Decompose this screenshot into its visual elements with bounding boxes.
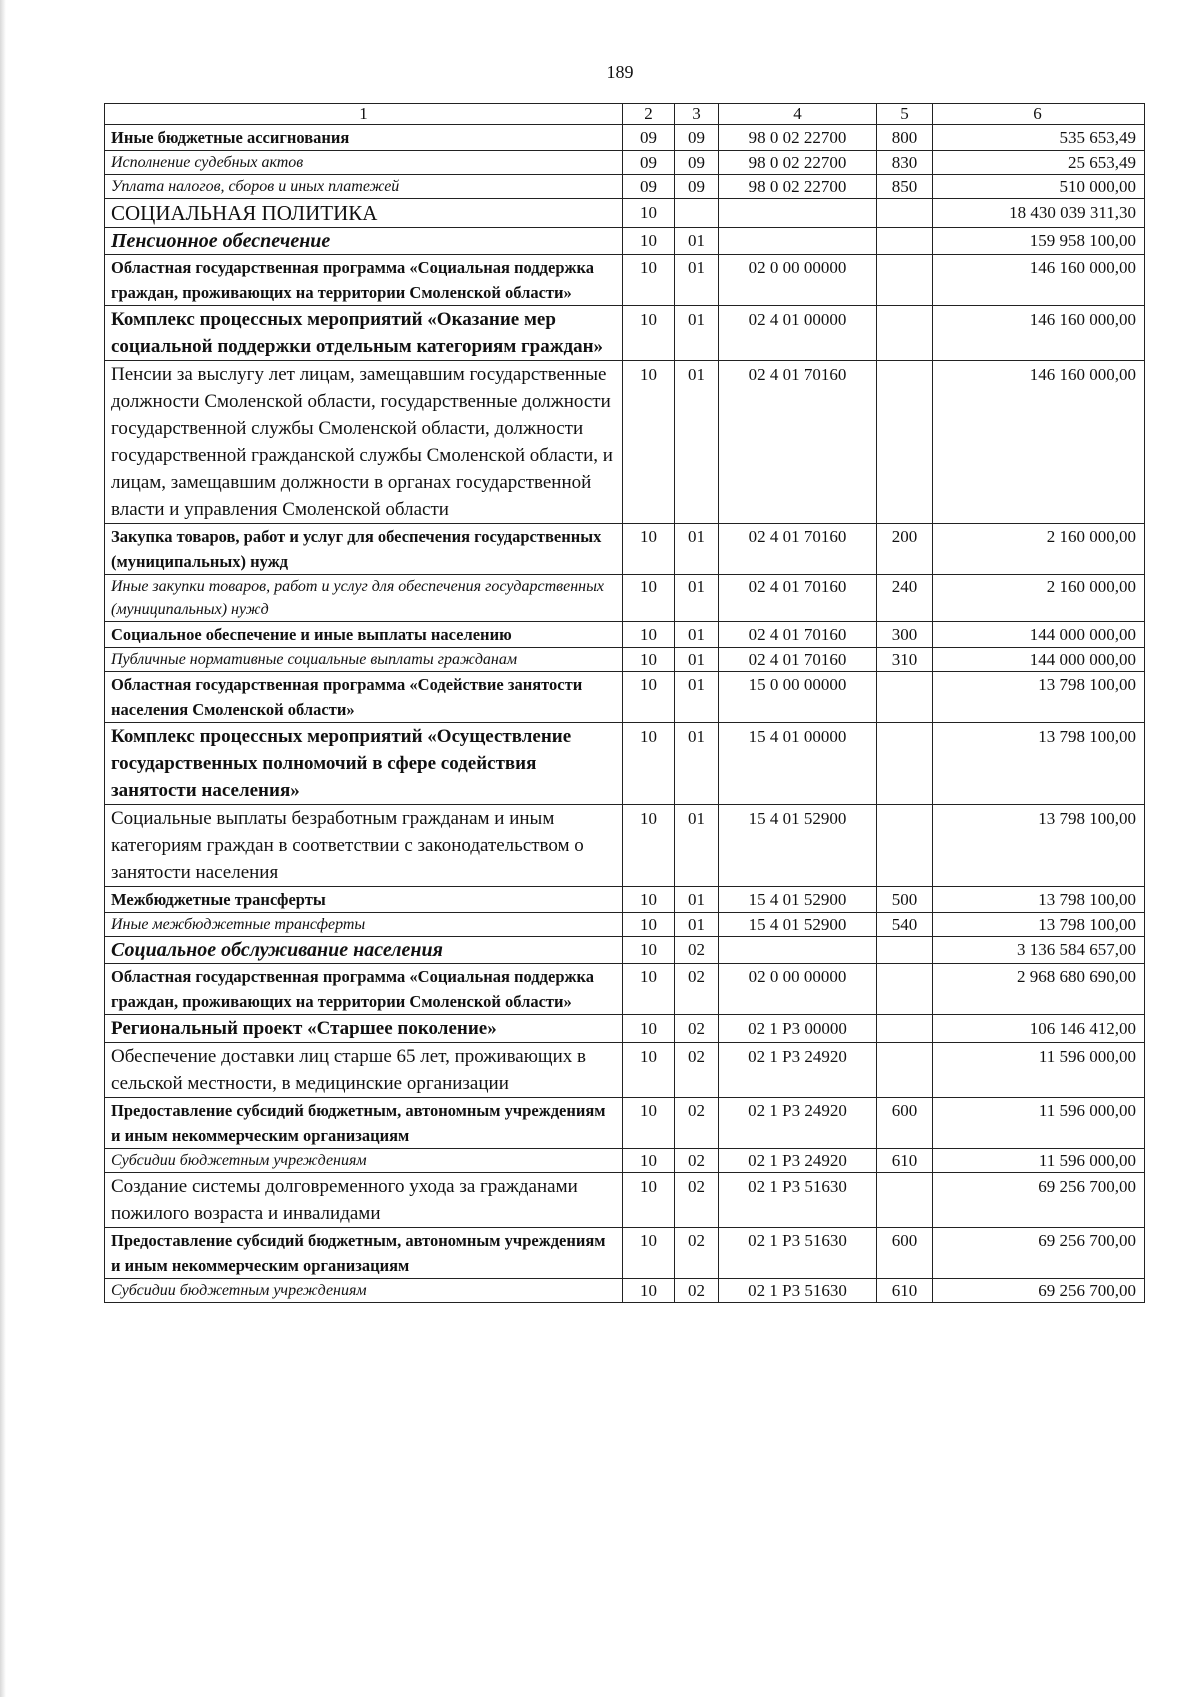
budget-table-container	[104, 103, 1144, 1303]
row-name-cell: Закупка товаров, работ и услуг для обеспечения государственных (муниципальных) нужд	[105, 524, 623, 575]
row-target-code-cell: 15 4 01 52900	[719, 887, 877, 913]
row-subsection-cell: 09	[675, 125, 719, 151]
row-amount-cell: 11 596 000,00	[933, 1043, 1145, 1098]
row-expense-type-cell	[877, 672, 933, 723]
row-name-cell: Иные закупки товаров, работ и услуг для обеспечения государственных (муниципальных) нужд	[105, 575, 623, 622]
table-row	[105, 575, 1145, 622]
header-col-3: 3	[675, 104, 719, 125]
row-section-cell: 10	[623, 1098, 675, 1149]
row-subsection-cell: 02	[675, 1279, 719, 1303]
row-amount-cell: 69 256 700,00	[933, 1279, 1145, 1303]
table-row	[105, 306, 1145, 361]
row-section-cell: 10	[623, 1149, 675, 1173]
row-expense-type-cell: 610	[877, 1279, 933, 1303]
row-target-code-cell: 02 1 Р3 24920	[719, 1043, 877, 1098]
row-subsection-cell: 09	[675, 151, 719, 175]
row-amount-cell: 13 798 100,00	[933, 723, 1145, 805]
row-section-cell: 10	[623, 937, 675, 964]
row-subsection-cell: 02	[675, 1098, 719, 1149]
row-section-cell: 10	[623, 199, 675, 228]
row-subsection-cell: 01	[675, 723, 719, 805]
row-target-code-cell: 15 4 01 52900	[719, 913, 877, 937]
table-row	[105, 805, 1145, 887]
row-name-cell: Областная государственная программа «Социальная поддержка граждан, проживающих на территории Смоленской области»	[105, 255, 623, 306]
row-subsection-cell: 01	[675, 805, 719, 887]
table-row	[105, 199, 1145, 228]
row-target-code-cell: 02 4 01 70160	[719, 361, 877, 524]
budget-table	[104, 103, 1145, 1303]
row-expense-type-cell: 200	[877, 524, 933, 575]
row-amount-cell: 106 146 412,00	[933, 1015, 1145, 1043]
row-expense-type-cell	[877, 228, 933, 255]
row-subsection-cell: 02	[675, 1149, 719, 1173]
row-target-code-cell: 02 1 Р3 00000	[719, 1015, 877, 1043]
row-expense-type-cell	[877, 361, 933, 524]
page-number: 189	[606, 62, 634, 82]
row-expense-type-cell	[877, 1043, 933, 1098]
row-expense-type-cell: 600	[877, 1228, 933, 1279]
row-expense-type-cell	[877, 255, 933, 306]
row-section-cell: 10	[623, 622, 675, 648]
row-target-code-cell	[719, 937, 877, 964]
row-expense-type-cell	[877, 1173, 933, 1228]
row-name-cell: Комплекс процессных мероприятий «Оказание мер социальной поддержки отдельным категориям граждан»	[105, 306, 623, 361]
row-subsection-cell: 02	[675, 1173, 719, 1228]
row-subsection-cell: 01	[675, 622, 719, 648]
row-name-cell: Иные бюджетные ассигнования	[105, 125, 623, 151]
row-expense-type-cell: 610	[877, 1149, 933, 1173]
row-section-cell: 09	[623, 151, 675, 175]
row-section-cell: 10	[623, 887, 675, 913]
row-target-code-cell: 02 4 01 70160	[719, 524, 877, 575]
row-name-cell: Областная государственная программа «Содействие занятости населения Смоленской области»	[105, 672, 623, 723]
row-name-cell: Субсидии бюджетным учреждениям	[105, 1149, 623, 1173]
row-subsection-cell: 01	[675, 887, 719, 913]
row-target-code-cell: 02 1 Р3 24920	[719, 1098, 877, 1149]
row-expense-type-cell	[877, 723, 933, 805]
row-target-code-cell: 02 1 Р3 51630	[719, 1173, 877, 1228]
row-section-cell: 10	[623, 805, 675, 887]
row-amount-cell: 144 000 000,00	[933, 648, 1145, 672]
table-row	[105, 913, 1145, 937]
row-amount-cell: 535 653,49	[933, 125, 1145, 151]
row-name-cell: Комплекс процессных мероприятий «Осуществление государственных полномочий в сфере содействия занятости населения»	[105, 723, 623, 805]
table-row	[105, 524, 1145, 575]
table-row	[105, 1098, 1145, 1149]
table-row	[105, 175, 1145, 199]
row-subsection-cell: 01	[675, 228, 719, 255]
budget-table-body	[105, 104, 1145, 1303]
row-expense-type-cell	[877, 1015, 933, 1043]
table-row	[105, 361, 1145, 524]
row-amount-cell: 3 136 584 657,00	[933, 937, 1145, 964]
row-subsection-cell: 02	[675, 937, 719, 964]
row-expense-type-cell	[877, 306, 933, 361]
table-row	[105, 622, 1145, 648]
table-row	[105, 1043, 1145, 1098]
header-col-1: 1	[105, 104, 623, 125]
table-row	[105, 1015, 1145, 1043]
table-row	[105, 672, 1145, 723]
row-subsection-cell: 02	[675, 1228, 719, 1279]
row-section-cell: 09	[623, 125, 675, 151]
table-row	[105, 228, 1145, 255]
header-col-6: 6	[933, 104, 1145, 125]
row-expense-type-cell: 850	[877, 175, 933, 199]
row-target-code-cell: 98 0 02 22700	[719, 175, 877, 199]
row-target-code-cell: 02 1 Р3 51630	[719, 1228, 877, 1279]
row-amount-cell: 2 160 000,00	[933, 524, 1145, 575]
row-expense-type-cell: 240	[877, 575, 933, 622]
table-row	[105, 1228, 1145, 1279]
row-amount-cell: 13 798 100,00	[933, 672, 1145, 723]
row-amount-cell: 159 958 100,00	[933, 228, 1145, 255]
row-expense-type-cell: 500	[877, 887, 933, 913]
row-subsection-cell: 02	[675, 1043, 719, 1098]
row-subsection-cell: 02	[675, 1015, 719, 1043]
row-expense-type-cell	[877, 964, 933, 1015]
table-row	[105, 125, 1145, 151]
row-expense-type-cell: 540	[877, 913, 933, 937]
table-header-row	[105, 104, 1145, 125]
row-amount-cell: 2 968 680 690,00	[933, 964, 1145, 1015]
row-expense-type-cell: 310	[877, 648, 933, 672]
row-section-cell: 10	[623, 306, 675, 361]
table-row	[105, 1279, 1145, 1303]
row-name-cell: Публичные нормативные социальные выплаты гражданам	[105, 648, 623, 672]
row-target-code-cell: 15 0 00 00000	[719, 672, 877, 723]
row-name-cell: Межбюджетные трансферты	[105, 887, 623, 913]
row-subsection-cell: 01	[675, 524, 719, 575]
row-amount-cell: 11 596 000,00	[933, 1149, 1145, 1173]
row-expense-type-cell: 300	[877, 622, 933, 648]
header-col-2: 2	[623, 104, 675, 125]
row-amount-cell: 13 798 100,00	[933, 805, 1145, 887]
row-expense-type-cell: 830	[877, 151, 933, 175]
row-amount-cell: 11 596 000,00	[933, 1098, 1145, 1149]
row-subsection-cell: 01	[675, 913, 719, 937]
row-section-cell: 10	[623, 1015, 675, 1043]
row-name-cell: Социальное обслуживание населения	[105, 937, 623, 964]
row-name-cell: Создание системы долговременного ухода за гражданами пожилого возраста и инвалидами	[105, 1173, 623, 1228]
row-amount-cell: 144 000 000,00	[933, 622, 1145, 648]
row-name-cell: СОЦИАЛЬНАЯ ПОЛИТИКА	[105, 199, 623, 228]
row-section-cell: 10	[623, 1043, 675, 1098]
row-expense-type-cell: 600	[877, 1098, 933, 1149]
row-name-cell: Пенсии за выслугу лет лицам, замещавшим государственные должности Смоленской области, государственные должности государственной службы Смоленской области, должности государственной гражданской службы Смоленской области, и лицам, замещавшим должности в органах государственной власти и управления Смоленской области	[105, 361, 623, 524]
table-row	[105, 1173, 1145, 1228]
row-amount-cell: 13 798 100,00	[933, 913, 1145, 937]
row-target-code-cell: 02 4 01 70160	[719, 575, 877, 622]
row-name-cell: Пенсионное обеспечение	[105, 228, 623, 255]
row-target-code-cell: 02 1 Р3 51630	[719, 1279, 877, 1303]
header-col-5: 5	[877, 104, 933, 125]
table-row	[105, 151, 1145, 175]
table-row	[105, 1149, 1145, 1173]
row-expense-type-cell	[877, 199, 933, 228]
row-target-code-cell: 02 4 01 70160	[719, 622, 877, 648]
row-name-cell: Уплата налогов, сборов и иных платежей	[105, 175, 623, 199]
row-amount-cell: 146 160 000,00	[933, 255, 1145, 306]
row-name-cell: Социальные выплаты безработным гражданам и иным категориям граждан в соответствии с законодательством о занятости населения	[105, 805, 623, 887]
row-expense-type-cell: 800	[877, 125, 933, 151]
row-section-cell: 10	[623, 672, 675, 723]
row-section-cell: 10	[623, 648, 675, 672]
table-row	[105, 887, 1145, 913]
row-amount-cell: 146 160 000,00	[933, 306, 1145, 361]
row-subsection-cell	[675, 199, 719, 228]
row-subsection-cell: 01	[675, 648, 719, 672]
row-subsection-cell: 02	[675, 964, 719, 1015]
row-name-cell: Предоставление субсидий бюджетным, автономным учреждениям и иным некоммерческим организациям	[105, 1228, 623, 1279]
row-section-cell: 10	[623, 723, 675, 805]
row-expense-type-cell	[877, 805, 933, 887]
row-subsection-cell: 01	[675, 255, 719, 306]
row-name-cell: Исполнение судебных актов	[105, 151, 623, 175]
row-section-cell: 10	[623, 913, 675, 937]
row-target-code-cell	[719, 228, 877, 255]
row-subsection-cell: 09	[675, 175, 719, 199]
row-amount-cell: 18 430 039 311,30	[933, 199, 1145, 228]
row-section-cell: 10	[623, 524, 675, 575]
row-target-code-cell	[719, 199, 877, 228]
row-subsection-cell: 01	[675, 672, 719, 723]
row-amount-cell: 146 160 000,00	[933, 361, 1145, 524]
table-row	[105, 964, 1145, 1015]
row-amount-cell: 69 256 700,00	[933, 1173, 1145, 1228]
row-amount-cell: 69 256 700,00	[933, 1228, 1145, 1279]
row-subsection-cell: 01	[675, 361, 719, 524]
row-target-code-cell: 98 0 02 22700	[719, 151, 877, 175]
row-target-code-cell: 02 1 Р3 24920	[719, 1149, 877, 1173]
header-col-4: 4	[719, 104, 877, 125]
row-section-cell: 10	[623, 1173, 675, 1228]
row-expense-type-cell	[877, 937, 933, 964]
scan-edge-shadow	[0, 0, 6, 1697]
row-section-cell: 10	[623, 1279, 675, 1303]
row-section-cell: 10	[623, 575, 675, 622]
row-target-code-cell: 02 0 00 00000	[719, 255, 877, 306]
row-target-code-cell: 15 4 01 52900	[719, 805, 877, 887]
table-row	[105, 648, 1145, 672]
table-row	[105, 937, 1145, 964]
row-target-code-cell: 15 4 01 00000	[719, 723, 877, 805]
row-section-cell: 10	[623, 964, 675, 1015]
row-amount-cell: 25 653,49	[933, 151, 1145, 175]
row-amount-cell: 2 160 000,00	[933, 575, 1145, 622]
row-target-code-cell: 02 0 00 00000	[719, 964, 877, 1015]
row-section-cell: 10	[623, 361, 675, 524]
row-target-code-cell: 02 4 01 00000	[719, 306, 877, 361]
row-name-cell: Иные межбюджетные трансферты	[105, 913, 623, 937]
row-section-cell: 09	[623, 175, 675, 199]
row-amount-cell: 510 000,00	[933, 175, 1145, 199]
table-row	[105, 723, 1145, 805]
row-section-cell: 10	[623, 1228, 675, 1279]
row-name-cell: Региональный проект «Старшее поколение»	[105, 1015, 623, 1043]
row-target-code-cell: 98 0 02 22700	[719, 125, 877, 151]
row-target-code-cell: 02 4 01 70160	[719, 648, 877, 672]
row-subsection-cell: 01	[675, 306, 719, 361]
table-row	[105, 255, 1145, 306]
row-name-cell: Предоставление субсидий бюджетным, автономным учреждениям и иным некоммерческим организациям	[105, 1098, 623, 1149]
row-section-cell: 10	[623, 228, 675, 255]
row-name-cell: Субсидии бюджетным учреждениям	[105, 1279, 623, 1303]
row-subsection-cell: 01	[675, 575, 719, 622]
row-name-cell: Социальное обеспечение и иные выплаты населению	[105, 622, 623, 648]
row-name-cell: Областная государственная программа «Социальная поддержка граждан, проживающих на территории Смоленской области»	[105, 964, 623, 1015]
row-section-cell: 10	[623, 255, 675, 306]
row-name-cell: Обеспечение доставки лиц старше 65 лет, проживающих в сельской местности, в медицинские организации	[105, 1043, 623, 1098]
row-amount-cell: 13 798 100,00	[933, 887, 1145, 913]
